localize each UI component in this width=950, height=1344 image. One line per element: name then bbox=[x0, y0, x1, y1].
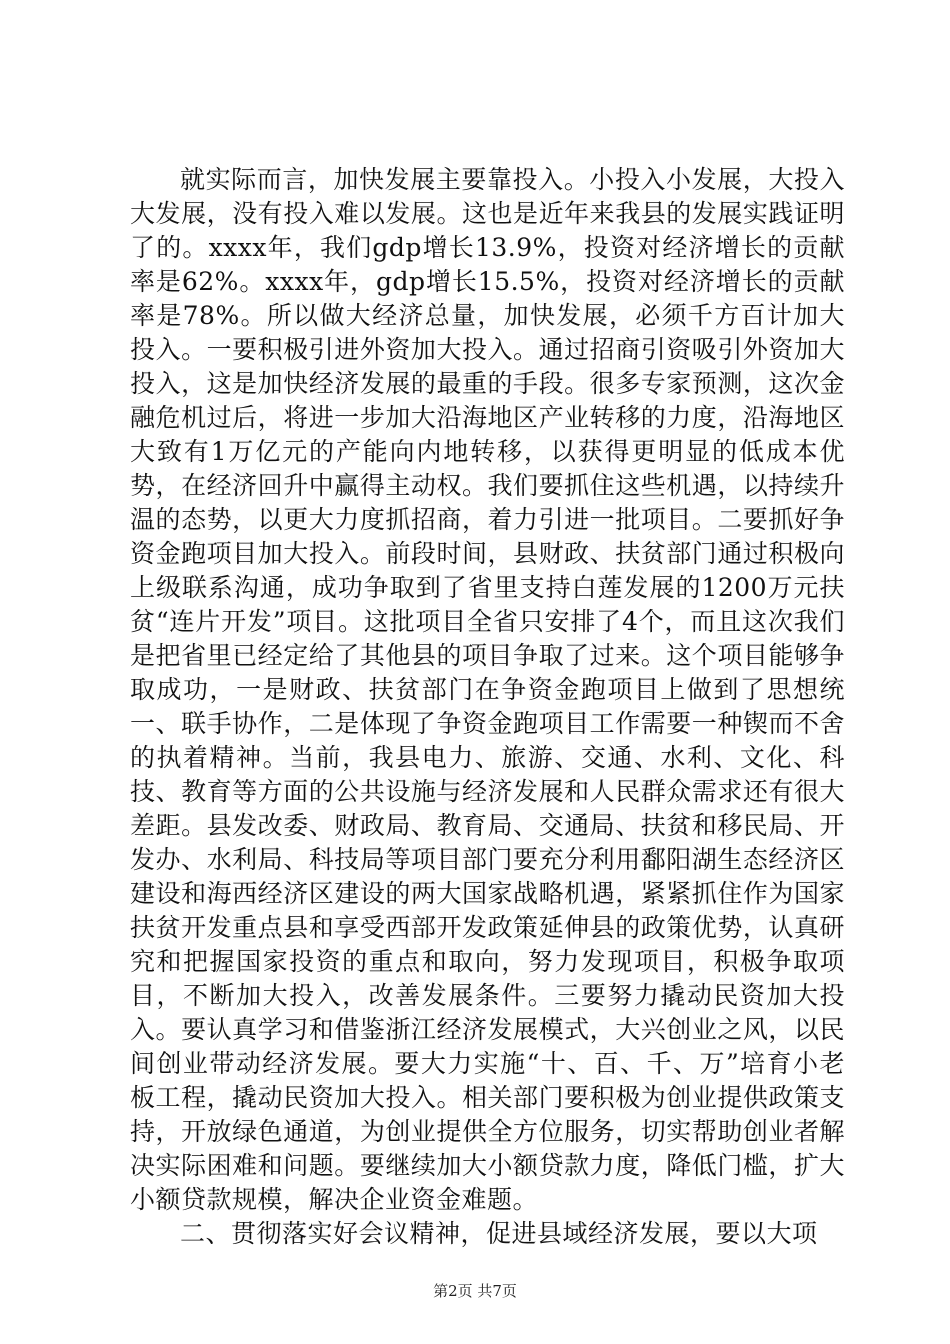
page-footer: 第2页 共7页 bbox=[433, 1282, 517, 1300]
paragraph-investment: 就实际而言，加快发展主要靠投入。小投入小发展，大投入大发展，没有投入难以发展。这也是近年来我县的发展实践证明了的。xxxx年，我们gdp增长13.9%，投资对经济增长的贡献率是62%。xxxx年，gdp增长15.5%，投资对经济增长的贡献率是78%。所以做大经济总量，加快发展，必须千方百计加大投入。一要积极引进外资加大投入。通过招商引资吸引外资加大投入，这是加快经济发展的最重的手段。很多专家预测，这次金融危机过后，将进一步加大沿海地区产业转移的力度，沿海地区大致有1万亿元的产能向内地转移，以获得更明显的低成本优势，在经济回升中赢得主动权。我们要抓住这些机遇，以持续升温的态势，以更大力度抓招商，着力引进一批项目。二要抓好争资金跑项目加大投入。前段时间，县财政、扶贫部门通过积极向上级联系沟通，成功争取到了省里支持白莲发展的1200万元扶贫“连片开发”项目。这批项目全省只安排了4个，而且这次我们是把省里已经定给了其他县的项目争取了过来。这个项目能够争取成功，一是财政、扶贫部门在争资金跑项目上做到了思想统一、联手协作，二是体现了争资金跑项目工作需要一种锲而不舍的执着精神。当前，我县电力、旅游、交通、水利、文化、科技、教育等方面的公共设施与经济发展和人民群众需求还有很大差距。县发改委、财政局、教育局、交通局、扶贫和移民局、开发办、水利局、科技局等项目部门要充分利用鄱阳湖生态经济区建设和海西经济区建设的两大国家战略机遇，紧紧抓住作为国家扶贫开发重点县和享受西部开发政策延伸县的政策优势，认真研究和把握国家投资的重点和取向，努力发现项目，积极争取项目，不断加大投入，改善发展条件。三要努力撬动民资加大投入。要认真学习和借鉴浙江经济发展模式，大兴创业之风，以民间创业带动经济发展。要大力实施“十、百、千、万”培育小老板工程，撬动民资加大投入。相关部门要积极为创业提供政策支持，开放绿色通道，为创业提供全方位服务，切实帮助创业者解决实际困难和问题。要继续加大小额贷款力度，降低门槛，扩大小额贷款规模，解决企业资金难题。 bbox=[130, 165, 845, 1214]
paragraph-section-two: 二、贯彻落实好会议精神，促进县域经济发展，要以大项 bbox=[180, 1219, 818, 1248]
document-body bbox=[130, 163, 845, 1251]
